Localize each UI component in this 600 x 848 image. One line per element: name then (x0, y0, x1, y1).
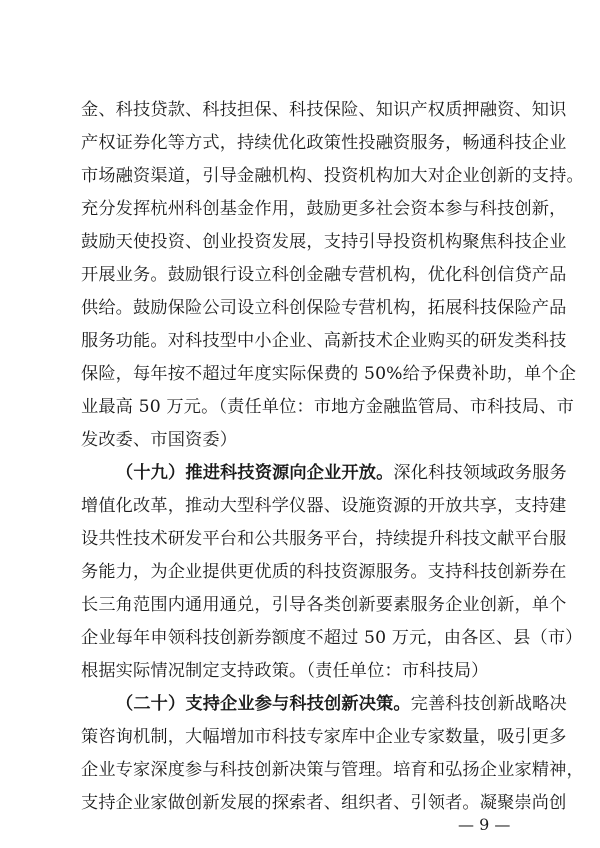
section-20-heading: （二十）支持企业参与科技创新决策。 (116, 694, 411, 714)
body-line: 业最高 50 万元。（责任单位：市地方金融监管局、市科技局、市 (81, 397, 574, 417)
body-line: 长三角范围内通用通兑，引导各类创新要素服务企业创新，单个 (81, 595, 567, 615)
body-line: 开展业务。鼓励银行设立科创金融专营机构，优化科创信贷产品 (81, 265, 567, 285)
body-line: 策咨询机制，大幅增加市科技专家库中企业专家数量，吸引更多 (81, 727, 567, 747)
body-line: 企业专家深度参与科技创新决策与管理。培育和弘扬企业家精神， (81, 760, 584, 780)
body-line: 发改委、市国资委） (81, 430, 238, 450)
body-line: 务能力，为企业提供更优质的科技资源服务。支持科技创新券在 (81, 562, 567, 582)
body-line: 根据实际情况制定支持政策。（责任单位：市科技局） (81, 661, 489, 681)
page-number: — 9 — (458, 815, 511, 834)
body-line: 供给。鼓励保险公司设立科创保险专营机构，拓展科技保险产品 (81, 298, 567, 318)
body-line: 市场融资渠道，引导金融机构、投资机构加大对企业创新的支持。 (81, 166, 584, 186)
body-line: 支持企业家做创新发展的探索者、组织者、引领者。凝聚崇尚创 (81, 793, 567, 813)
body-line: 金、科技贷款、科技担保、科技保险、知识产权质押融资、知识 (81, 100, 567, 120)
body-line: 服务功能。对科技型中小企业、高新技术企业购买的研发类科技 (81, 331, 567, 351)
body-line: 设共性技术研发平台和公共服务平台，持续提升科技文献平台服 (81, 529, 567, 549)
section-19-heading: （十九）推进科技资源向企业开放。 (116, 463, 394, 483)
section-20-first-line (116, 692, 567, 716)
body-line: 保险，每年按不超过年度实际保费的 50%给予保费补助，单个企 (81, 364, 577, 384)
body-line: 企业每年申领科技创新券额度不超过 50 万元，由各区、县（市） (81, 628, 583, 648)
body-line: 增值化改革，推动大型科学仪器、设施资源的开放共享，支持建 (81, 496, 567, 516)
section-19-first-line (116, 461, 567, 485)
section-20-intro: 完善科技创新战略决 (410, 694, 567, 714)
body-line: 产权证券化等方式，持续优化政策性投融资服务，畅通科技企业 (81, 133, 567, 153)
section-19-intro: 深化科技领域政务服务 (393, 463, 567, 483)
body-line: 鼓励天使投资、创业投资发展，支持引导投资机构聚焦科技企业 (81, 232, 567, 252)
body-line: 充分发挥杭州科创基金作用，鼓励更多社会资本参与科技创新， (81, 199, 567, 219)
